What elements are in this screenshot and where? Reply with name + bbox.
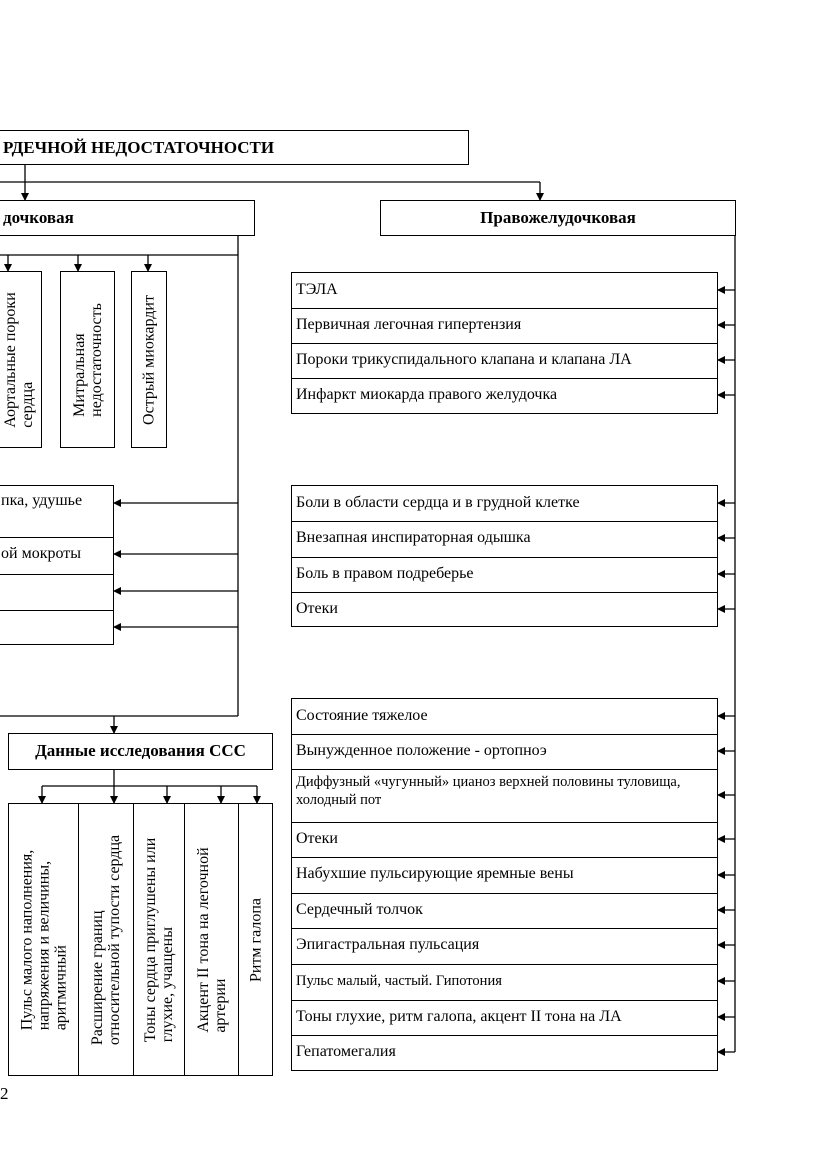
right-exam-divider bbox=[292, 769, 717, 770]
css-item-pulse-text bbox=[18, 849, 69, 1030]
left-cause-myocarditis-text bbox=[141, 295, 158, 425]
right-exam-row: Пульс малый, частый. Гипотония bbox=[296, 973, 502, 989]
right-exam-row: Тоны глухие, ритм галопа, акцент II тона на ЛА bbox=[296, 1008, 622, 1025]
right-exam-row: Состояние тяжелое bbox=[296, 707, 428, 724]
left-cause-aortic-line1: Аортальные пороки bbox=[2, 291, 19, 428]
right-symptom-divider bbox=[292, 521, 717, 522]
right-exam-divider bbox=[292, 1000, 717, 1001]
left-cause-mitral-text bbox=[71, 303, 105, 417]
left-cause-myocarditis-line1: Острый миокардит bbox=[140, 294, 158, 425]
right-header-box bbox=[380, 200, 736, 236]
left-header-text: дочковая bbox=[3, 208, 74, 227]
css-item-tones bbox=[133, 803, 185, 1076]
left-cause-mitral-line2: недостаточность bbox=[87, 302, 105, 417]
css-item-gallop-line1: Ритм галопа bbox=[247, 897, 264, 982]
css-item-accent-line1: Акцент II тона на легочной bbox=[194, 846, 212, 1033]
css-item-pulse bbox=[8, 803, 79, 1076]
css-item-tones-text bbox=[142, 837, 176, 1042]
right-cause-divider bbox=[292, 378, 717, 379]
left-symptom-divider bbox=[0, 537, 113, 538]
right-exam-divider bbox=[292, 964, 717, 965]
right-exam-row: Эпигастральная пульсация bbox=[296, 936, 480, 953]
right-exam-divider bbox=[292, 893, 717, 894]
css-header-box bbox=[8, 733, 273, 770]
right-symptom-divider bbox=[292, 592, 717, 593]
right-exam-box bbox=[291, 698, 718, 1071]
left-cause-aortic-text bbox=[2, 292, 36, 428]
css-item-gallop bbox=[238, 803, 273, 1076]
right-symptom-divider bbox=[292, 557, 717, 558]
left-cause-mitral bbox=[60, 271, 115, 448]
css-item-gallop-text bbox=[247, 897, 264, 981]
right-exam-row: Гепатомегалия bbox=[296, 1043, 396, 1060]
right-cause-divider bbox=[292, 343, 717, 344]
right-cause-row: ТЭЛА bbox=[296, 281, 338, 298]
right-exam-row: Диффузный «чугунный» цианоз верхней половины туловища, холодный пот bbox=[296, 774, 681, 808]
title-text: РДЕЧНОЙ НЕДОСТАТОЧНОСТИ bbox=[3, 138, 275, 157]
left-cause-mitral-line1: Митральная bbox=[70, 332, 88, 417]
left-symptom-row: пка, удушье bbox=[1, 492, 83, 509]
left-symptoms-box bbox=[0, 485, 114, 645]
css-item-tones-line1: Тоны сердца приглушены или bbox=[142, 837, 159, 1042]
right-symptom-row: Внезапная инспираторная одышка bbox=[296, 529, 531, 546]
left-symptom-divider bbox=[0, 574, 113, 575]
left-symptom-row: ой мокроты bbox=[1, 545, 81, 562]
css-item-accent-text bbox=[195, 847, 229, 1032]
css-item-borders-line1: Расширение границ bbox=[89, 909, 106, 1045]
right-exam-divider bbox=[292, 1035, 717, 1036]
css-header-text: Данные исследования ССС bbox=[35, 741, 246, 760]
page-number: 2 bbox=[0, 1084, 9, 1103]
left-header-box bbox=[0, 200, 255, 236]
left-symptom-divider bbox=[0, 610, 113, 611]
css-item-pulse-line1: Пульс малого наполнения, bbox=[18, 849, 35, 1030]
right-exam-divider bbox=[292, 857, 717, 858]
right-symptom-row: Отеки bbox=[296, 600, 338, 617]
css-item-accent bbox=[184, 803, 239, 1076]
css-item-pulse-line2: напряжения и величины, bbox=[35, 860, 52, 1030]
css-item-borders-line2: относительной тупости сердца bbox=[106, 834, 123, 1045]
title-box bbox=[0, 130, 469, 165]
right-exam-divider bbox=[292, 928, 717, 929]
right-cause-row: Первичная легочная гипертензия bbox=[296, 316, 522, 333]
css-item-borders-text bbox=[89, 834, 123, 1044]
css-item-borders bbox=[78, 803, 134, 1076]
right-exam-divider bbox=[292, 822, 717, 823]
css-item-accent-line2: артерии bbox=[211, 978, 229, 1033]
css-item-tones-line2: глухие, учащены bbox=[159, 926, 176, 1042]
right-exam-row: Отеки bbox=[296, 830, 338, 847]
left-cause-myocarditis bbox=[131, 271, 167, 448]
left-cause-aortic bbox=[0, 271, 42, 448]
right-symptoms-box bbox=[291, 485, 718, 627]
right-causes-box bbox=[291, 272, 718, 414]
right-cause-row: Пороки трикуспидального клапана и клапана ЛА bbox=[296, 351, 632, 368]
css-item-pulse-line3: аритмичный bbox=[52, 944, 69, 1030]
right-exam-row: Вынужденное положение - ортопноэ bbox=[296, 742, 547, 759]
right-exam-row: Сердечный толчок bbox=[296, 901, 423, 918]
right-exam-divider bbox=[292, 734, 717, 735]
right-exam-row: Набухшие пульсирующие яремные вены bbox=[296, 865, 574, 882]
right-cause-divider bbox=[292, 308, 717, 309]
left-cause-aortic-line2: сердца bbox=[19, 381, 36, 428]
right-symptom-row: Боли в области сердца и в грудной клетке bbox=[296, 494, 580, 511]
right-cause-row: Инфаркт миокарда правого желудочка bbox=[296, 386, 558, 403]
right-header-text: Правожелудочковая bbox=[480, 208, 636, 227]
right-symptom-row: Боль в правом подреберье bbox=[296, 565, 474, 582]
